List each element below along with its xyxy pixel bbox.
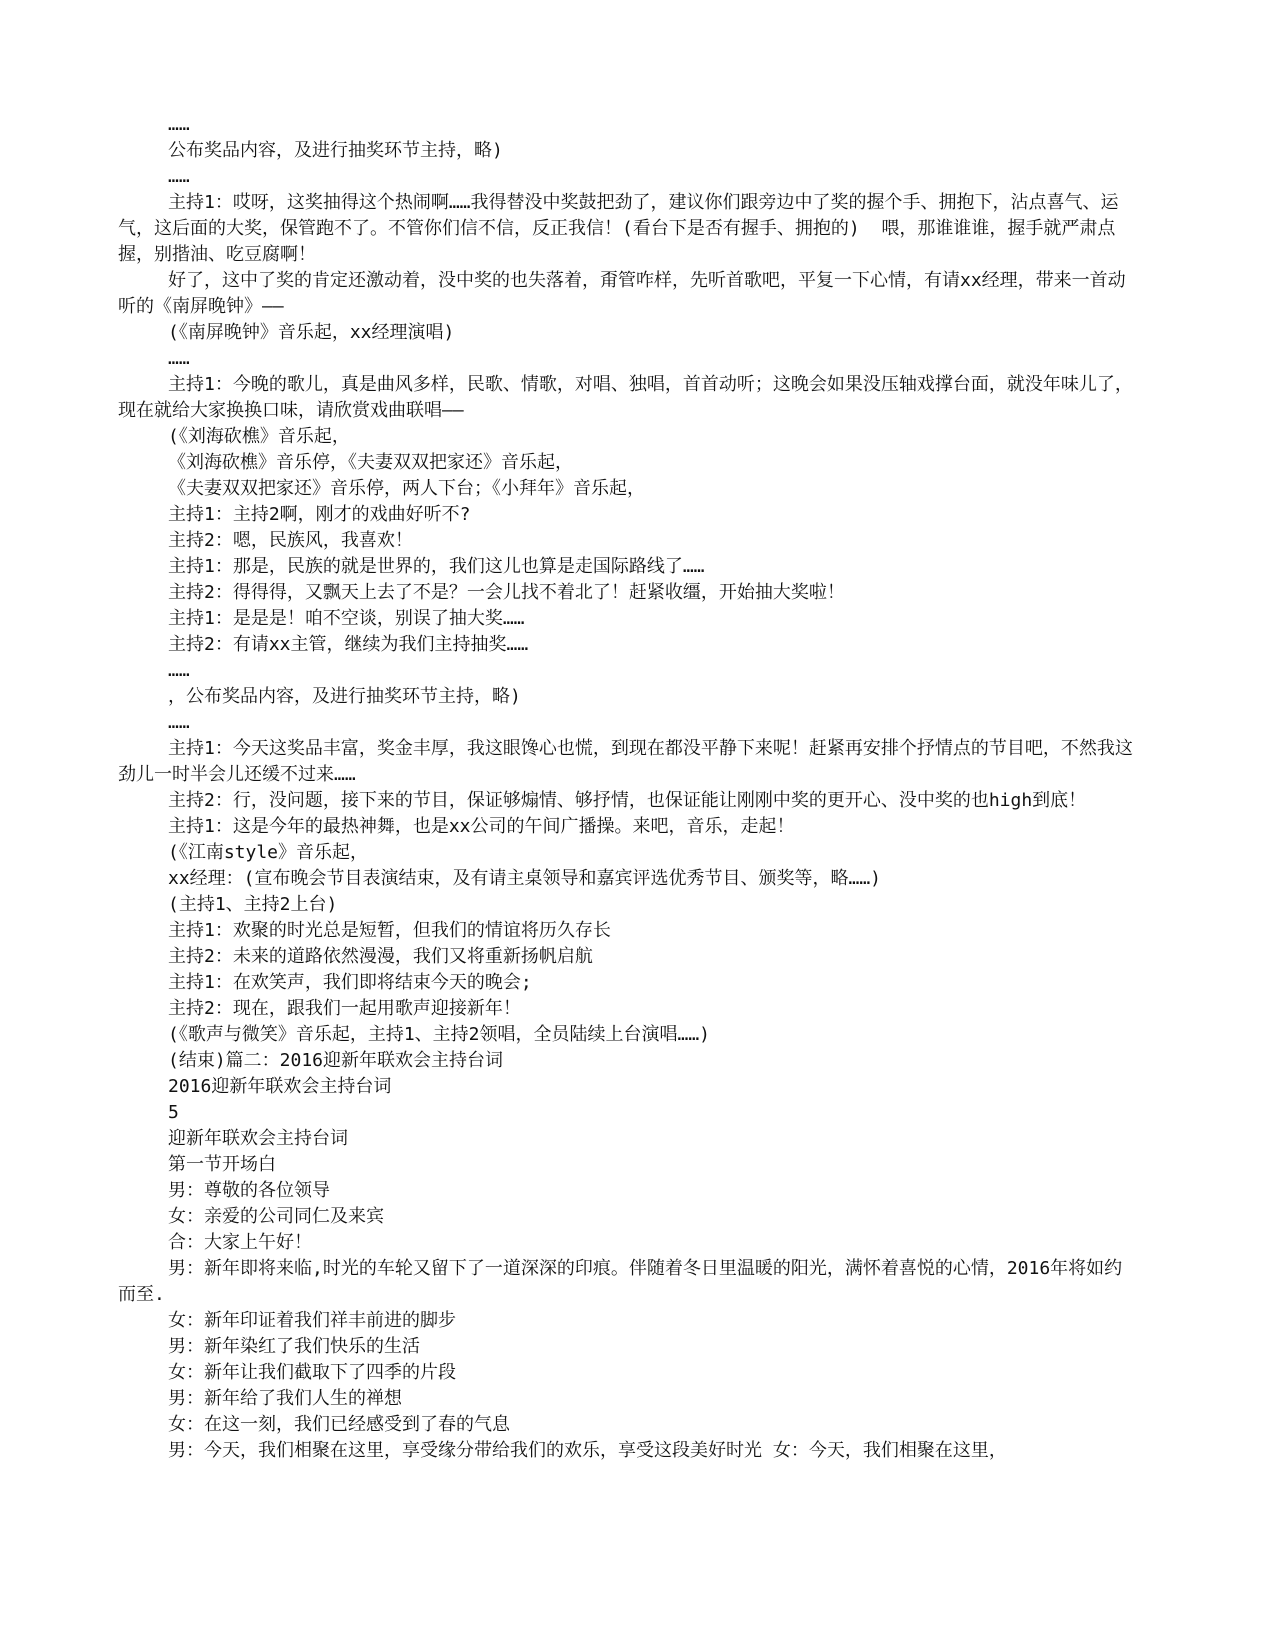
paragraph: (《歌声与微笑》音乐起，主持1、主持2领唱，全员陆续上台演唱……) [168, 1024, 711, 1045]
paragraph: 主持2：有请xx主管，继续为我们主持抽奖…… [168, 634, 529, 655]
paragraph: ，公布奖品内容，及进行抽奖环节主持，略) [168, 686, 521, 707]
paragraph: …… [168, 114, 190, 135]
paragraph: …… [168, 348, 190, 369]
document-page [118, 112, 1138, 1464]
paragraph: 公布奖品内容，及进行抽奖环节主持，略) [168, 140, 503, 161]
paragraph: 主持1：今天这奖品丰富，奖金丰厚，我这眼馋心也慌，到现在都没平静下来呢！赶紧再安排个抒情点的节目吧，不然我这劲儿一时半会儿还缓不过来…… [118, 738, 1133, 785]
paragraph: 5 [168, 1102, 179, 1123]
paragraph: 女：新年让我们截取下了四季的片段 [168, 1362, 456, 1383]
paragraph: …… [168, 166, 190, 187]
paragraph: 主持2：行，没问题，接下来的节目，保证够煽情、够抒情，也保证能让刚刚中奖的更开心、没中奖的也high到底！ [168, 790, 1087, 811]
paragraph: 主持2：嗯，民族风，我喜欢！ [168, 530, 413, 551]
paragraph: 第一节开场白 [168, 1154, 276, 1175]
paragraph: 主持1：那是，民族的就是世界的，我们这儿也算是走国际路线了…… [168, 556, 705, 577]
paragraph: 主持2：未来的道路依然漫漫，我们又将重新扬帆启航 [168, 946, 593, 967]
paragraph: 女：新年印证着我们祥丰前进的脚步 [168, 1310, 456, 1331]
paragraph: 《刘海砍樵》音乐停，《夫妻双双把家还》音乐起， [168, 452, 573, 473]
paragraph: 主持2：得得得，又飘天上去了不是？一会儿找不着北了！赶紧收缰，开始抽大奖啦！ [168, 582, 845, 603]
paragraph: 男：尊敬的各位领导 [168, 1180, 330, 1201]
paragraph: 迎新年联欢会主持台词 [168, 1128, 348, 1149]
paragraph: 2016迎新年联欢会主持台词 [168, 1076, 392, 1097]
paragraph: 好了，这中了奖的肯定还激动着，没中奖的也失落着，甭管咋样，先听首歌吧，平复一下心情，有请xx经理，带来一首动听的《南屏晚钟》—— [118, 270, 1126, 317]
paragraph: 主持1：欢聚的时光总是短暂，但我们的情谊将历久存长 [168, 920, 611, 941]
paragraph: (主持1、主持2上台) [168, 894, 338, 915]
paragraph: 男：新年给了我们人生的禅想 [168, 1388, 402, 1409]
paragraph: 主持1：这是今年的最热神舞，也是xx公司的午间广播操。来吧，音乐，走起！ [168, 816, 795, 837]
paragraph: …… [168, 712, 190, 733]
paragraph: (结束)篇二：2016迎新年联欢会主持台词 [168, 1050, 504, 1071]
paragraph: …… [168, 660, 190, 681]
paragraph: 男：今天，我们相聚在这里，享受缘分带给我们的欢乐，享受这段美好时光 女：今天，我们相聚在这里， [168, 1440, 1007, 1461]
paragraph: (《南屏晚钟》音乐起，xx经理演唱) [168, 322, 455, 343]
paragraph: xx经理：(宣布晚会节目表演结束，及有请主桌领导和嘉宾评选优秀节目、颁奖等，略……) [168, 868, 882, 889]
paragraph: 女：亲爱的公司同仁及来宾 [168, 1206, 384, 1227]
paragraph: 主持1：在欢笑声，我们即将结束今天的晚会; [168, 972, 532, 993]
paragraph: (《刘海砍樵》音乐起， [168, 426, 350, 447]
paragraph: 主持1：今晚的歌儿，真是曲风多样，民歌、情歌，对唱、独唱，首首动听；这晚会如果没压轴戏撑台面，就没年味儿了，现在就给大家换换口味，请欣赏戏曲联唱—— [118, 374, 1133, 421]
paragraph: 主持1：主持2啊，刚才的戏曲好听不? [168, 504, 471, 525]
paragraph: (《江南style》音乐起， [168, 842, 369, 863]
paragraph: 主持1：哎呀，这奖抽得这个热闹啊……我得替没中奖鼓把劲了，建议你们跟旁边中了奖的握个手、拥抱下，沾点喜气、运气，这后面的大奖，保管跑不了。不管你们信不信，反正我信！(看台下是否有握手、拥抱的) 喂，那谁谁谁，握手就严肃点握，别揩油、吃豆腐啊！ [118, 192, 1119, 265]
paragraph: 男：新年即将来临,时光的车轮又留下了一道深深的印痕。伴随着冬日里温暖的阳光，满怀着喜悦的心情，2016年将如约而至. [118, 1258, 1123, 1305]
paragraph: 男：新年染红了我们快乐的生活 [168, 1336, 420, 1357]
paragraph: 女：在这一刻，我们已经感受到了春的气息 [168, 1414, 510, 1435]
paragraph: 主持1：是是是！咱不空谈，别误了抽大奖…… [168, 608, 525, 629]
paragraph: 《夫妻双双把家还》音乐停，两人下台；《小拜年》音乐起， [168, 478, 645, 499]
paragraph: 主持2：现在，跟我们一起用歌声迎接新年！ [168, 998, 521, 1019]
paragraph: 合：大家上午好！ [168, 1232, 312, 1253]
